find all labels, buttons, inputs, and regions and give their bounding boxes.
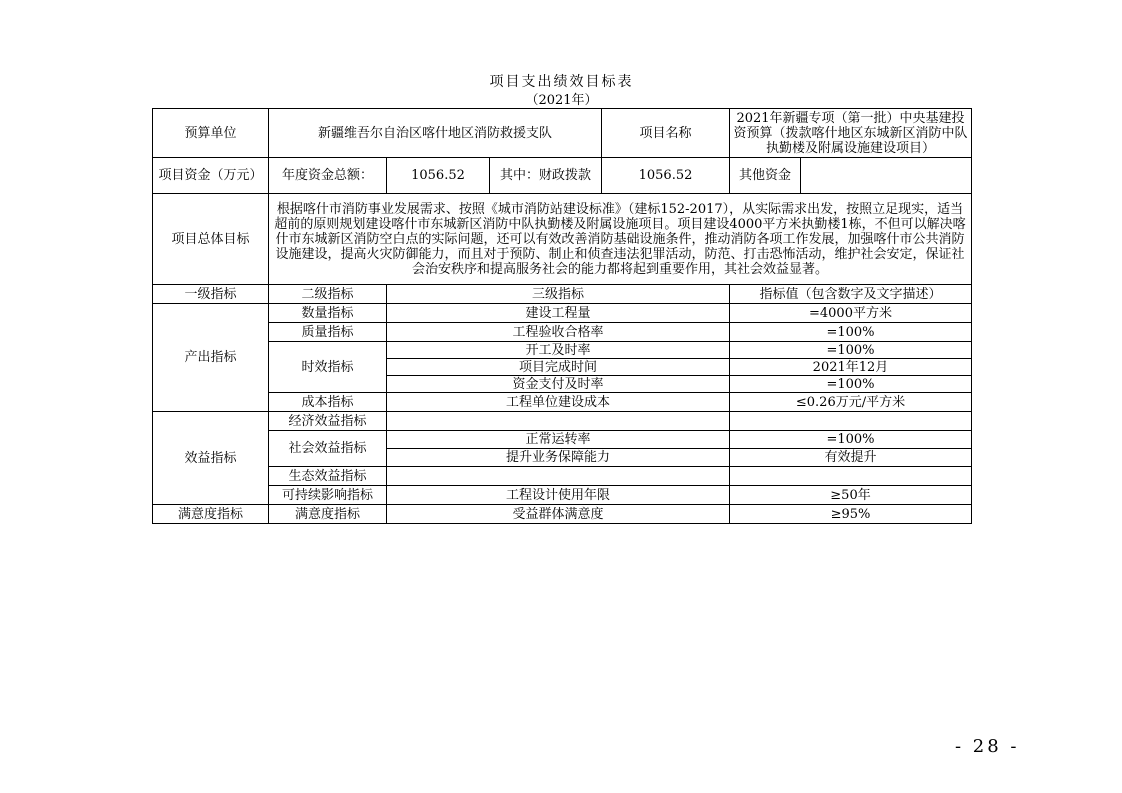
col-header-level2: 二级指标 [269, 285, 387, 304]
indicator-value [730, 412, 972, 431]
overall-goal-text: 根据喀什市消防事业发展需求、按照《城市消防站建设标准》（建标152-2017），从实际需求出发，按照立足现实，适当超前的原则规划建设喀什市东城新区消防中队执勤楼及附属设施项目。项目建设4000平方米执勤楼1栋，不但可以解决喀什市东城新区消防空白点的实际问题，还可以有效改善消防基础设施条件，推动消防各项工作发展，加强喀什市公共消防设施建设，提高火灾防御能力，而且对于预防、制止和侦查违法犯罪活动，防范、打击恐怖活动，维护社会安定，保证社会治安秩序和提高服务社会的能力都将起到重要作用，其社会效益显著。 [269, 194, 972, 285]
level2-social: 社会效益指标 [269, 431, 387, 467]
table-row [153, 486, 972, 505]
level2-sustainable: 可持续影响指标 [269, 486, 387, 505]
indicator-value: ≥50年 [730, 486, 972, 505]
annual-total-value: 1056.52 [387, 158, 490, 194]
overall-goal-row [153, 194, 972, 285]
other-fund-label: 其他资金 [730, 158, 801, 194]
level2-quality: 质量指标 [269, 323, 387, 342]
group-satisfaction: 满意度指标 [153, 505, 269, 524]
level2-economic: 经济效益指标 [269, 412, 387, 431]
overall-goal-label: 项目总体目标 [153, 194, 269, 285]
page-number: - 28 - [955, 736, 1020, 757]
indicator-name [387, 467, 730, 486]
indicator-value: =100% [730, 431, 972, 449]
project-fund-label: 项目资金（万元） [153, 158, 269, 194]
level2-timeliness: 时效指标 [269, 342, 387, 393]
indicator-name: 资金支付及时率 [387, 376, 730, 393]
indicator-value: =4000平方米 [730, 304, 972, 323]
indicator-value: =100% [730, 376, 972, 393]
indicator-name: 建设工程量 [387, 304, 730, 323]
table-row [153, 467, 972, 486]
group-output: 产出指标 [153, 304, 269, 412]
table-row [153, 412, 972, 431]
indicator-name: 开工及时率 [387, 342, 730, 359]
level2-satisfaction: 满意度指标 [269, 505, 387, 524]
table-row [153, 304, 972, 323]
indicator-name: 工程设计使用年限 [387, 486, 730, 505]
fiscal-allocation-label: 其中：财政拨款 [490, 158, 602, 194]
indicator-name [387, 412, 730, 431]
indicator-name: 正常运转率 [387, 431, 730, 449]
indicator-value: =100% [730, 323, 972, 342]
col-header-level1: 一级指标 [153, 285, 269, 304]
table-row [153, 431, 972, 449]
col-header-value: 指标值（包含数字及文字描述） [730, 285, 972, 304]
indicator-header-row [153, 285, 972, 304]
fiscal-allocation-value: 1056.52 [602, 158, 730, 194]
table-row [153, 393, 972, 412]
header-row-unit [153, 109, 972, 158]
budget-unit-value: 新疆维吾尔自治区喀什地区消防救援支队 [269, 109, 602, 158]
indicator-name: 工程单位建设成本 [387, 393, 730, 412]
indicator-value: ≤0.26万元/平方米 [730, 393, 972, 412]
budget-unit-label: 预算单位 [153, 109, 269, 158]
table-row [153, 505, 972, 524]
group-benefit: 效益指标 [153, 412, 269, 505]
indicator-name: 工程验收合格率 [387, 323, 730, 342]
project-name-label: 项目名称 [602, 109, 730, 158]
level2-quantity: 数量指标 [269, 304, 387, 323]
page-subtitle: （2021年） [525, 93, 598, 108]
other-fund-value [801, 158, 972, 194]
col-header-level3: 三级指标 [387, 285, 730, 304]
indicator-name: 项目完成时间 [387, 359, 730, 376]
indicator-name: 受益群体满意度 [387, 505, 730, 524]
annual-total-label: 年度资金总额： [269, 158, 387, 194]
project-name-value: 2021年新疆专项（第一批）中央基建投资预算（拨款喀什地区东城新区消防中队执勤楼及附属设施建设项目） [730, 109, 972, 158]
indicator-value: 有效提升 [730, 449, 972, 467]
performance-goal-table [152, 108, 972, 524]
indicator-value: 2021年12月 [730, 359, 972, 376]
indicator-value: =100% [730, 342, 972, 359]
table-row [153, 323, 972, 342]
header-row-fund [153, 158, 972, 194]
indicator-value: ≥95% [730, 505, 972, 524]
level2-ecological: 生态效益指标 [269, 467, 387, 486]
table-row [153, 342, 972, 359]
indicator-name: 提升业务保障能力 [387, 449, 730, 467]
level2-cost: 成本指标 [269, 393, 387, 412]
indicator-value [730, 467, 972, 486]
page-title: 项目支出绩效目标表 [489, 74, 634, 90]
